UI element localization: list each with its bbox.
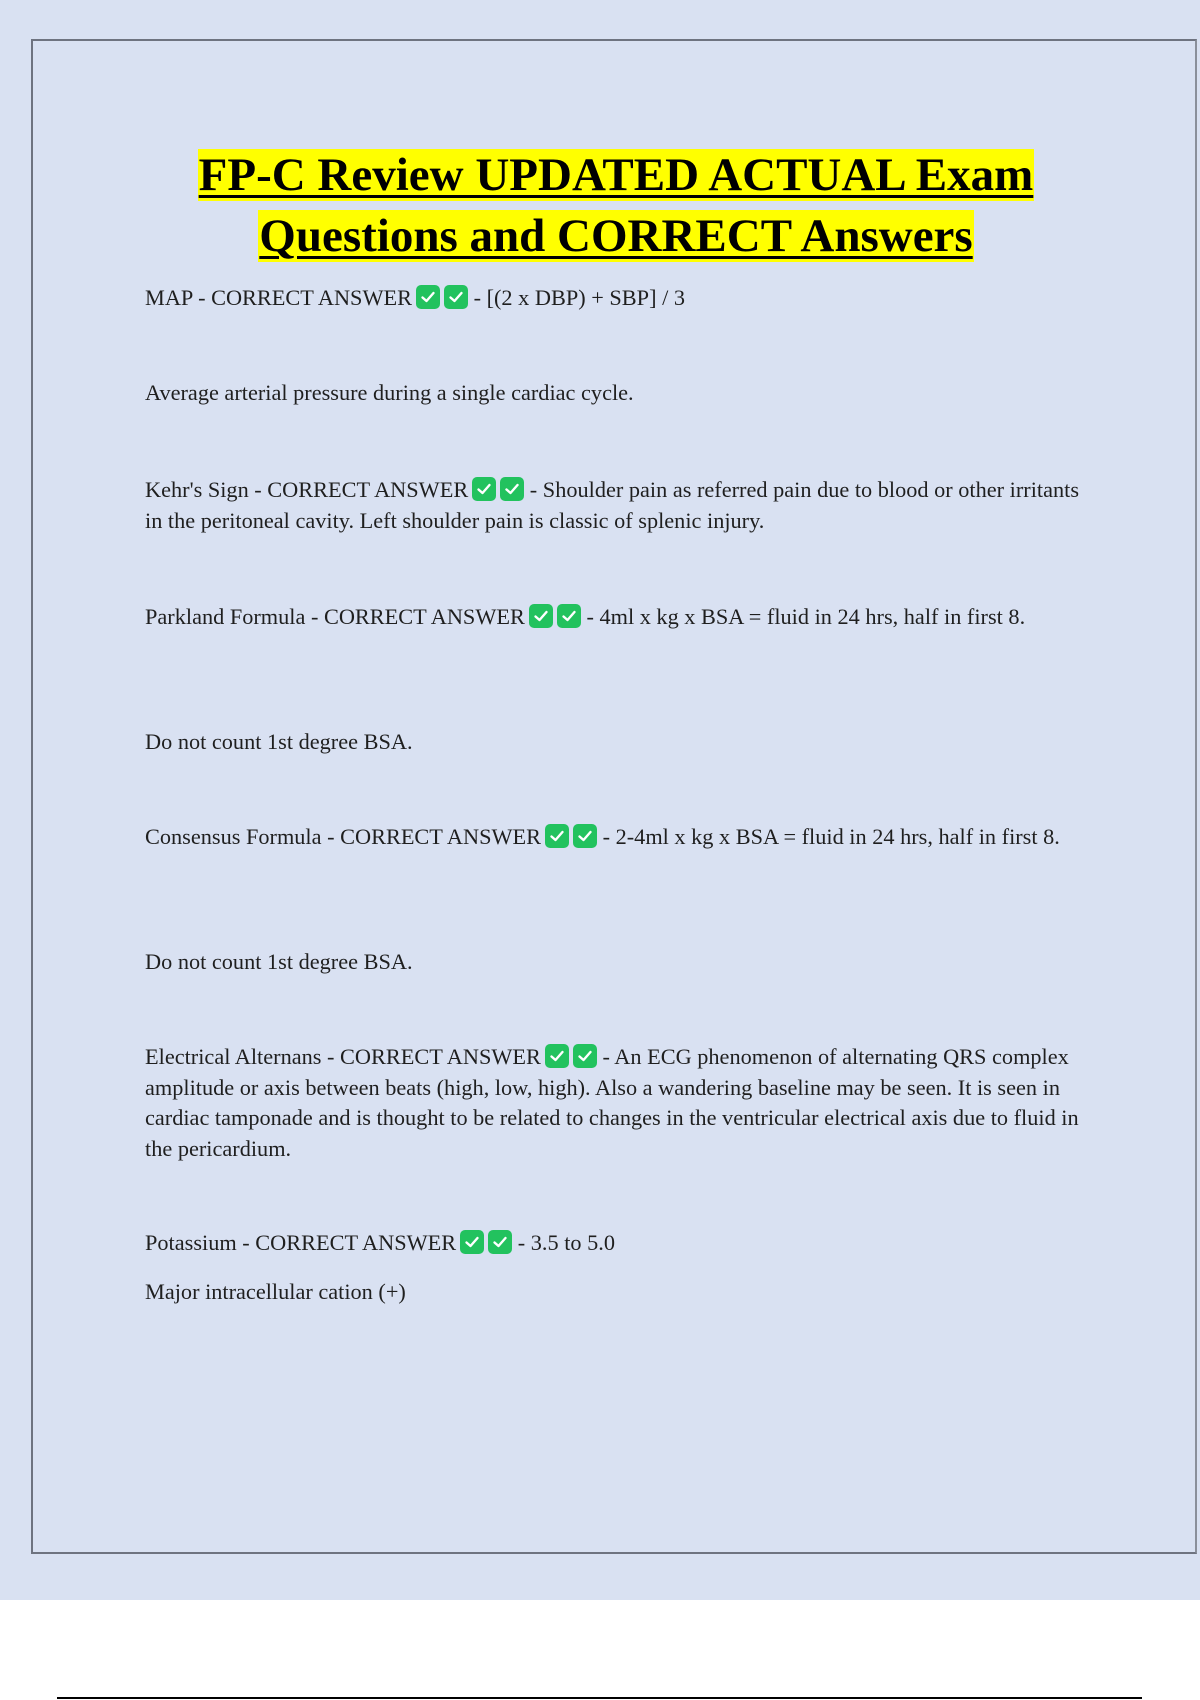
qa-entry-kehrs-sign [145, 475, 1085, 536]
green-check-box-icon [573, 1044, 597, 1068]
green-check-box-icon [472, 477, 496, 501]
green-check-box-icon [573, 824, 597, 848]
title-line-1: FP-C Review UPDATED ACTUAL Exam [198, 149, 1034, 201]
entry-answer: - Shoulder pain as referred pain due to blood or other irritants in the peritoneal cavity. Left shoulder pain is classic of splenic injury. [145, 477, 1079, 533]
green-check-box-icon [529, 604, 553, 628]
green-check-box-icon [488, 1230, 512, 1254]
qa-entry-consensus-formula [145, 822, 1085, 853]
entry-term: Potassium - CORRECT ANSWER [145, 1230, 457, 1255]
entry-term: Electrical Alternans - CORRECT ANSWER [145, 1044, 541, 1069]
title-line-2: Questions and CORRECT Answers [259, 210, 973, 262]
entry-answer: - An ECG phenomenon of alternating QRS complex amplitude or axis between beats (high, low, high). Also a wandering baseline may be seen. It is seen in cardiac tamponade and is thought to be related to changes in the ventricular electrical axis due to fluid in the pericardium. [145, 1044, 1079, 1161]
green-check-box-icon [545, 824, 569, 848]
green-check-box-icon [500, 477, 524, 501]
qa-entry-map [145, 283, 1085, 314]
green-check-box-icon [444, 285, 468, 309]
qa-note: Do not count 1st degree BSA. [145, 729, 413, 754]
entry-answer: - [(2 x DBP) + SBP] / 3 [473, 285, 685, 310]
green-check-box-icon [460, 1230, 484, 1254]
document-title [60, 145, 1172, 267]
qa-entry-parkland-formula [145, 602, 1085, 633]
entry-term: Parkland Formula - CORRECT ANSWER [145, 604, 525, 629]
entry-term: Consensus Formula - CORRECT ANSWER [145, 824, 542, 849]
green-check-box-icon [545, 1044, 569, 1068]
entry-answer: - 4ml x kg x BSA = fluid in 24 hrs, half in first 8. [586, 604, 1026, 629]
footer-rule [57, 1697, 1142, 1699]
qa-note: Major intracellular cation (+) [145, 1279, 406, 1304]
entry-term: Kehr's Sign - CORRECT ANSWER [145, 477, 469, 502]
qa-entry-potassium [145, 1228, 1085, 1259]
qa-entry-electrical-alternans [145, 1042, 1085, 1164]
green-check-box-icon [416, 285, 440, 309]
green-check-box-icon [557, 604, 581, 628]
qa-note: Do not count 1st degree BSA. [145, 949, 413, 974]
entry-answer: - 2-4ml x kg x BSA = fluid in 24 hrs, half in first 8. [602, 824, 1060, 849]
entry-answer: - 3.5 to 5.0 [517, 1230, 615, 1255]
entry-term: MAP - CORRECT ANSWER [145, 285, 412, 310]
qa-note: Average arterial pressure during a single cardiac cycle. [145, 380, 634, 405]
